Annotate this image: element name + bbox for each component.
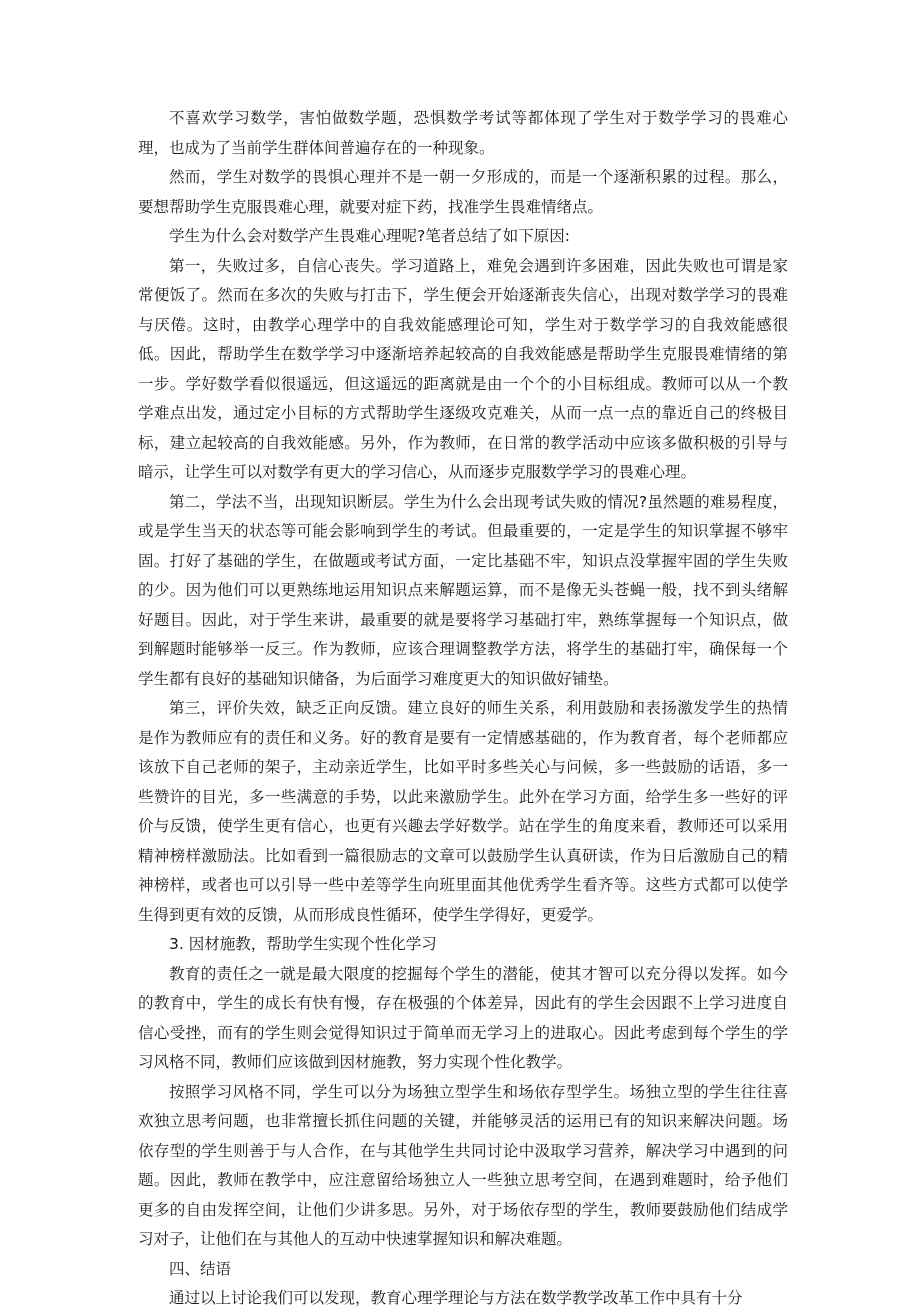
paragraph-conclusion: 通过以上讨论我们可以发现，教育心理学理论与方法在数学教学改革工作中具有十分: [169, 1289, 743, 1307]
section-heading-3: 3. 因材施教，帮助学生实现个性化学习: [169, 935, 437, 953]
paragraph-learning-styles: 按照学习风格不同，学生可以分为场独立型学生和场依存型学生。场独立型的学生往往喜欢独立思考问题，也非常擅长抓住问题的关键，并能够灵活的运用已有的知识来解决问题。场依存型的学生则善于与人合作，在与其他学生共同讨论中汲取学习营养，解决学习中遇到的问题。因此，教师在教学中，应注意留给场独立人一些独立思考空间，在遇到难题时，给予他们更多的自由发挥空间，让他们少讲多思。另外，对于场依存型的学生，教师要鼓励他们结成学习对子，让他们在与其他人的互动中快速掌握知识和解决难题。: [138, 1082, 788, 1248]
paragraph-reason-one: 第一，失败过多，自信心丧失。学习道路上，难免会遇到许多困难，因此失败也可谓是家常便饭了。然而在多次的失败与打击下，学生便会开始逐渐丧失信心，出现对数学学习的畏难与厌倦。这时，由教学心理学中的自我效能感理论可知，学生对于数学学习的自我效能感很低。因此，帮助学生在数学学习中逐渐培养起较高的自我效能感是帮助学生克服畏难情绪的第一步。学好数学看似很遥远，但这遥远的距离就是由一个个的小目标组成。教师可以从一个教学难点出发，通过定小目标的方式帮助学生逐级攻克难关，从而一点一点的靠近自己的终极目标，建立起较高的自我效能感。另外，作为教师，在日常的教学活动中应该多做积极的引导与暗示，让学生可以对数学有更大的学习信心，从而逐步克服数学学习的畏难心理。: [138, 256, 788, 481]
paragraph-intro: 不喜欢学习数学，害怕做数学题，恐惧数学考试等都体现了学生对于数学学习的畏难心理，也成为了当前学生群体间普遍存在的一种现象。: [138, 109, 788, 157]
paragraph-reason-three: 第三，评价失效，缺乏正向反馈。建立良好的师生关系，利用鼓励和表扬激发学生的热情是作为教师应有的责任和义务。好的教育是要有一定情感基础的，作为教育者，每个老师都应该放下自己老师的架子，主动亲近学生，比如平时多些关心与问候，多一些鼓励的话语，多一些赞许的目光，多一些满意的手势，以此来激励学生。此外在学习方面，给学生多一些好的评价与反馈，使学生更有信心，也更有兴趣去学好数学。站在学生的角度来看，教师还可以采用精神榜样激励法。比如看到一篇很励志的文章可以鼓励学生认真研读，作为日后激励自己的精神榜样，或者也可以引导一些中差等学生向班里面其他优秀学生看齐等。这些方式都可以使学生得到更有效的反馈，从而形成良性循环，使学生学得好，更爱学。: [138, 699, 788, 924]
paragraph-teaching-responsibility: 教育的责任之一就是最大限度的挖掘每个学生的潜能，使其才智可以充分得以发挥。如今的教育中，学生的成长有快有慢，存在极强的个体差异，因此有的学生会因跟不上学习进度自信心受挫，而有的学生则会觉得知识过于简单而无学习上的进取心。因此考虑到每个学生的学习风格不同，教师们应该做到因材施教，努力实现个性化教学。: [138, 964, 788, 1071]
document-body: [138, 104, 788, 1314]
section-heading-conclusion: 四、结语: [169, 1259, 232, 1278]
paragraph-formation: 然而，学生对数学的畏惧心理并不是一朝一夕形成的，而是一个逐渐积累的过程。那么，要想帮助学生克服畏难心理，就要对症下药，找准学生畏难情绪点。: [138, 168, 788, 216]
paragraph-reason-two: 第二，学法不当，出现知识断层。学生为什么会出现考试失败的情况?虽然题的难易程度，或是学生当天的状态等可能会影响到学生的考试。但最重要的，一定是学生的知识掌握不够牢固。打好了基础的学生，在做题或考试方面，一定比基础不牢，知识点没掌握牢固的学生失败的少。因为他们可以更熟练地运用知识点来解题运算，而不是像无头苍蝇一般，找不到头绪解好题目。因此，对于学生来讲，最重要的就是要将学习基础打牢，熟练掌握每一个知识点，做到解题时能够举一反三。作为教师，应该合理调整教学方法，将学生的基础打牢，确保每一个学生都有良好的基础知识储备，为后面学习难度更大的知识做好铺垫。: [138, 492, 788, 688]
paragraph-reasons-lead: 学生为什么会对数学产生畏难心理呢?笔者总结了如下原因:: [169, 227, 570, 245]
